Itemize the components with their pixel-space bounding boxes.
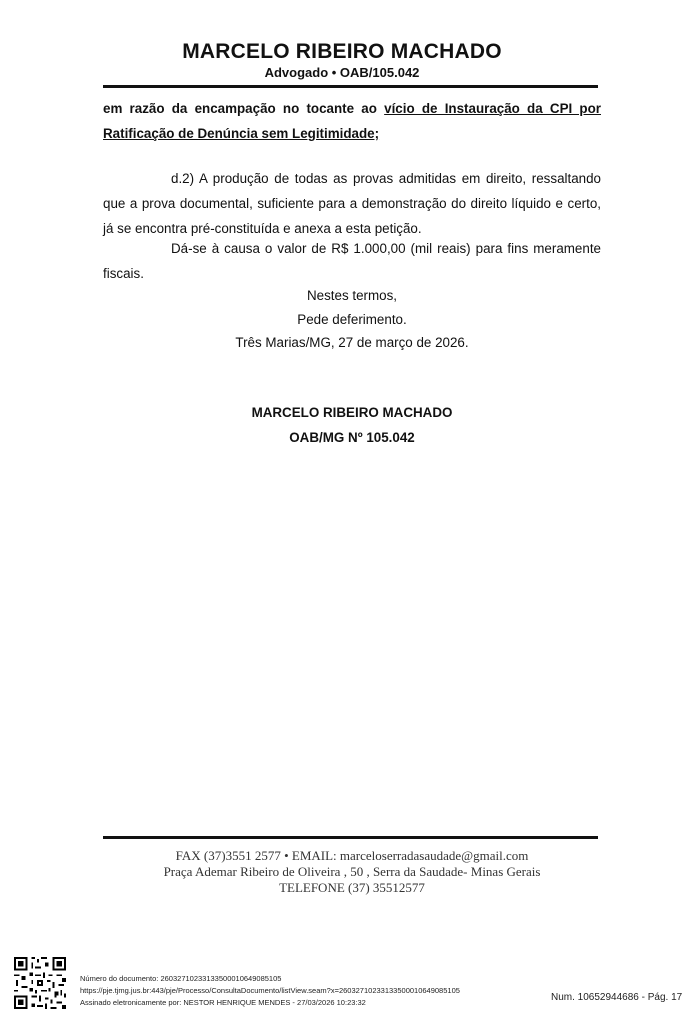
underlined-claim: vício de Instauração da CPI por Ratificação de Denúncia sem Legitimidade; (103, 101, 601, 141)
document-url[interactable]: https://pje.tjmg.jus.br:443/pje/Processo/ConsultaDocumento/listView.seam?x=26032710233133500010649085105 (80, 986, 460, 995)
signature-stamp: Assinado eletronicamente por: NESTOR HENRIQUE MENDES - 27/03/2026 10:23:32 (80, 998, 366, 1007)
footer-address: Praça Ademar Ribeiro de Oliveira , 50 , Serra da Saudade- Minas Gerais (163, 864, 541, 879)
page-reference: Num. 10652944686 - Pág. 17 (551, 992, 683, 1003)
letterhead-subtitle: Advogado • OAB/105.042 (264, 65, 420, 80)
signature-name: MARCELO RIBEIRO MACHADO (251, 405, 453, 420)
paragraph-encampacao (103, 96, 601, 146)
document-number: Número do documento: 26032710233133500010649085105 (80, 974, 282, 983)
footer-divider (103, 836, 598, 839)
footer-contact: FAX (37)3551 2577 • EMAIL: marceloserradasaudade@gmail.com (175, 848, 529, 863)
footer-phone: TELEFONE (37) 35512577 (279, 880, 425, 895)
paragraph-provas: d.2) A produção de todas as provas admitidas em direito, ressaltando que a prova documental, suficiente para a demonstração do direito líquido e certo, já se encontra pré-constituída e anexa a esta petição. (103, 171, 601, 236)
place-date: Três Marias/MG, 27 de março de 2026. (235, 335, 469, 350)
signature-oab: OAB/MG Nº 105.042 (289, 430, 415, 445)
qr-code-icon (12, 955, 68, 1011)
closing-terms: Nestes termos, (306, 288, 398, 303)
header-divider (103, 85, 598, 88)
letterhead-name: MARCELO RIBEIRO MACHADO (182, 40, 502, 63)
closing-request: Pede deferimento. (297, 312, 407, 327)
paragraph-valor-causa: Dá-se à causa o valor de R$ 1.000,00 (mil reais) para fins meramente fiscais. (103, 241, 601, 281)
paragraph-lead: em razão da encampação no tocante ao (103, 101, 385, 116)
